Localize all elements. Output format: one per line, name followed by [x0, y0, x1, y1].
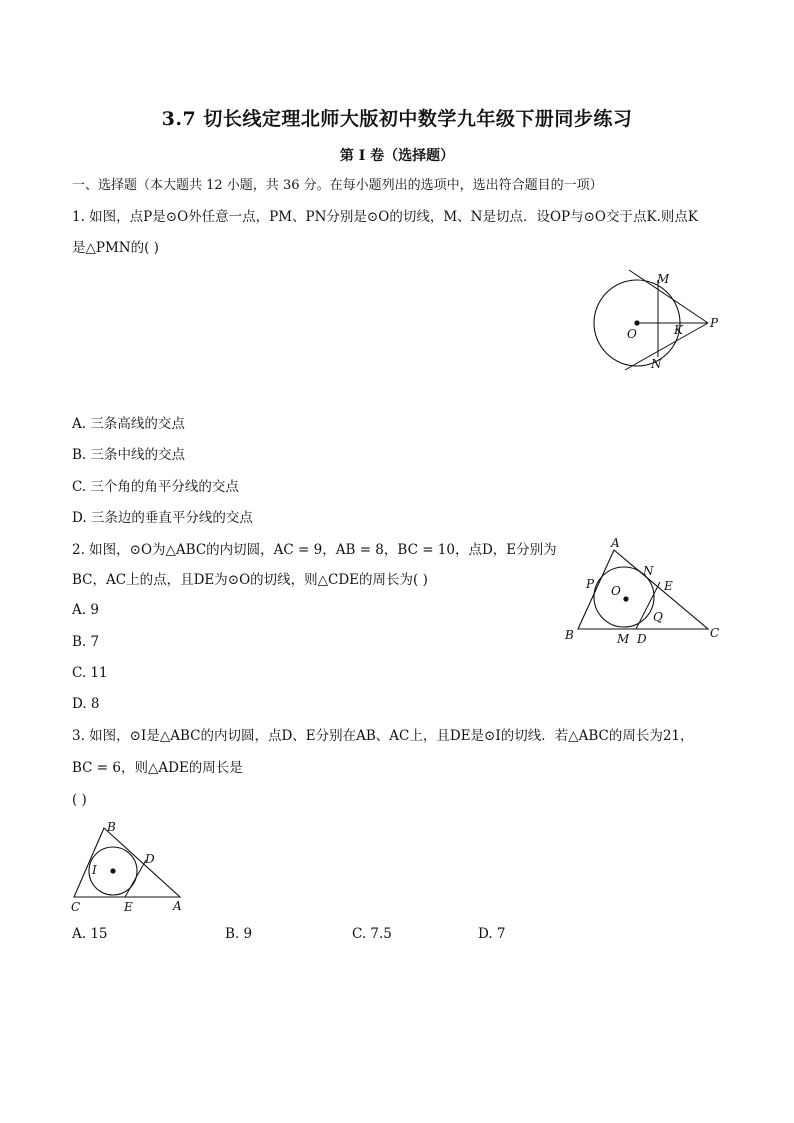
q2-label-o: O — [611, 584, 621, 598]
q3-label-c: C — [71, 900, 81, 914]
q1-label-n: N — [651, 357, 662, 371]
q2-text-line1: 2. 如图，⊙O为△ABC的内切圆，AC = 9，AB = 8，BC = 10，点D，E分别为 — [72, 542, 557, 558]
q3-triangle-abc — [74, 828, 180, 897]
q3-text-line2: BC = 6，则△ADE的周长是 — [72, 760, 243, 776]
q1-option-d[interactable]: D. 三条边的垂直平分线的交点 — [72, 510, 253, 526]
q1-tangent-pn — [625, 323, 708, 370]
q1-text-line1: 1. 如图，点P是⊙O外任意一点，PM、PN分别是⊙O的切线，M、N是切点．设OP与⊙O交于点K.则点K — [72, 209, 698, 225]
q1-option-b[interactable]: B. 三条中线的交点 — [72, 447, 186, 463]
q2-option-b[interactable]: B. 7 — [72, 634, 100, 650]
q1-label-o: O — [627, 327, 637, 341]
q2-option-a[interactable]: A. 9 — [72, 602, 99, 618]
q1-label-k: K — [674, 323, 683, 337]
q1-option-c[interactable]: C. 三个角的角平分线的交点 — [72, 479, 239, 495]
q2-label-m: M — [617, 632, 630, 646]
q2-option-c[interactable]: C. 11 — [72, 665, 108, 681]
section-heading: 一、选择题（本大题共 12 小题，共 36 分。在每小题列出的选项中，选出符合题目的一项） — [72, 178, 603, 193]
q3-tangent-de — [125, 860, 146, 897]
q2-label-b: B — [565, 628, 574, 642]
q2-label-e: E — [664, 579, 673, 593]
q3-text-line3: ( ) — [72, 792, 87, 808]
q3-center-dot — [110, 868, 115, 873]
q3-option-d[interactable]: D. 7 — [478, 926, 506, 942]
q1-text-line2: 是△PMN的( ) — [72, 240, 159, 256]
q2-triangle-abc — [578, 550, 708, 629]
q1-label-p: P — [710, 316, 719, 330]
q2-label-q: Q — [653, 610, 663, 624]
q3-option-a[interactable]: A. 15 — [72, 926, 108, 942]
q2-label-p: P — [586, 577, 595, 591]
q3-option-c[interactable]: C. 7.5 — [352, 926, 392, 942]
q3-option-b[interactable]: B. 9 — [225, 926, 253, 942]
q2-label-n: N — [643, 564, 654, 578]
q2-center-dot — [623, 596, 628, 601]
q2-label-a: A — [611, 536, 620, 550]
q2-option-d[interactable]: D. 8 — [72, 696, 100, 712]
q3-label-i: I — [92, 863, 97, 877]
q1-option-a[interactable]: A. 三条高线的交点 — [72, 416, 185, 432]
q2-label-d: D — [637, 632, 647, 646]
q1-label-m: M — [657, 272, 670, 286]
q2-label-c: C — [710, 626, 720, 640]
q2-figure — [560, 533, 730, 648]
page-subtitle: 第 I 卷（选择题） — [339, 148, 455, 164]
q2-text-line2: BC，AC上的点，且DE为⊙O的切线，则△CDE的周长为( ) — [72, 572, 428, 588]
page-title: 3.7 切长线定理北师大版初中数学九年级下册同步练习 — [161, 108, 633, 130]
q1-figure — [585, 262, 725, 377]
q3-label-a: A — [173, 899, 182, 913]
q3-text-line1: 3. 如图，⊙I是△ABC的内切圆，点D、E分别在AB、AC上，且DE是⊙I的切线．若△ABC的周长为21， — [72, 728, 694, 744]
q3-label-d: D — [145, 852, 155, 866]
q3-figure — [66, 816, 191, 914]
q3-label-e: E — [124, 900, 133, 914]
q3-label-b: B — [107, 820, 116, 834]
